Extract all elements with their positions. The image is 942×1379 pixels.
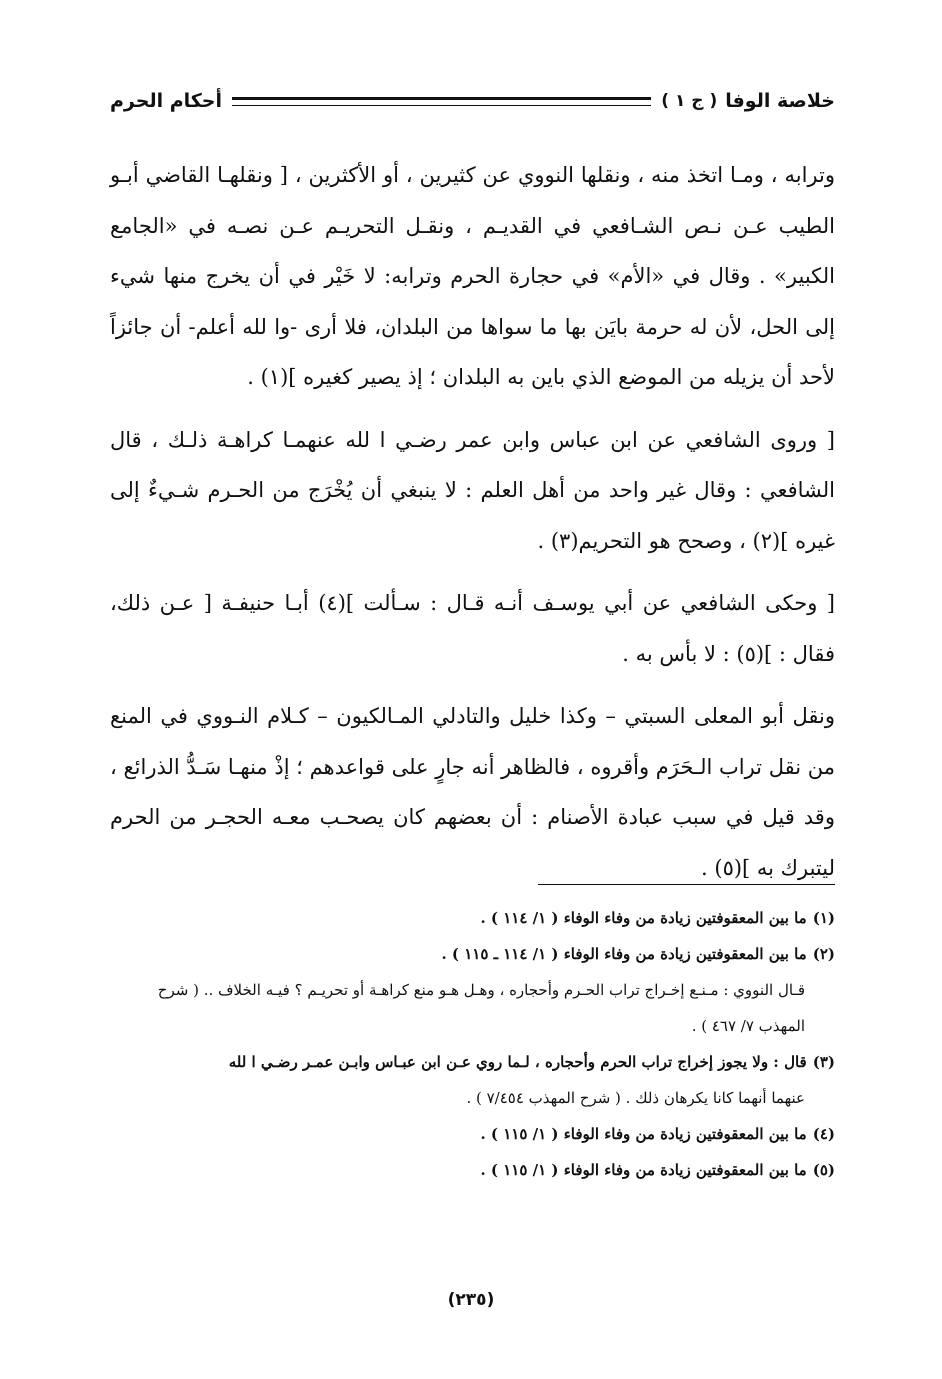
footnote-text: ما بين المعقوفتين زيادة من وفاء الوفاء ( ١/ ١١٥ ) .	[480, 1161, 807, 1179]
footnote-text: ما بين المعقوفتين زيادة من وفاء الوفاء ( ١/ ١١٤ ـ ١١٥ ) .	[441, 945, 807, 963]
footnote-2-continuation: قـال النووي : مـنـع إخـراج تراب الحـرم وأحجاره ، وهـل هـو منع كراهـة أو تحريـم ؟ فيـه الخلاف .. ( شرح المهذب ٧/ ٤٦٧ ) .	[157, 981, 805, 1035]
paragraph-2: [ وروى الشافعي عن ابن عباس وابن عمر رضـي ا لله عنهمـا كراهـة ذلـك ، قال الشافعي : وقال غير واحد من أهل العلم : لا ينبغي أن يُخْرَج من الحـرم شـيءٌ إلى غيره ](٢) ، وصحح هو التحريم(٣) .	[110, 427, 835, 553]
footnote-5	[110, 1152, 835, 1188]
footnote-number: (٣)	[812, 1053, 835, 1071]
footnote-separator	[538, 884, 835, 885]
footnote-1	[110, 900, 835, 936]
footnote-text: ما بين المعقوفتين زيادة من وفاء الوفاء ( ١/ ١١٤ ) .	[480, 909, 807, 927]
footnote-number: (١)	[812, 909, 835, 927]
paragraph-4: ونقل أبو المعلى السبتي – وكذا خليل والتادلي المـالكيون – كـلام النـووي في المنع من نقل تراب الـحَرَم وأقروه ، فالظاهر أنه جارٍ على قواعدهم ؛ إذْ منهـا سَـدُّ الذرائع ، وقد قيل في سبب عبادة الأصنام : أن بعضهم كان يصحـب معـه الحجـر من الحرم ليتبرك به ](٥) .	[110, 704, 835, 880]
footnote-number: (٢)	[812, 945, 835, 963]
page-number: (٢٣٥)	[447, 1290, 495, 1310]
header-volume: ( ج ١ )	[661, 91, 718, 111]
header-rule	[232, 97, 651, 106]
footnote-text: قال : ولا يجوز إخراج تراب الحرم وأحجاره ، لـما روي عـن ابن عبـاس وابـن عمـر رضـي ا لله	[228, 1053, 807, 1071]
footnote-3-continuation: عنهما أنهما كانا يكرهان ذلك . ( شرح المهذب ٧/٤٥٤ ) .	[466, 1089, 805, 1107]
footnote-text: ما بين المعقوفتين زيادة من وفاء الوفاء ( ١/ ١١٥ ) .	[480, 1125, 807, 1143]
header-chapter-title: أحكام الحرم	[110, 90, 223, 112]
footnotes	[110, 900, 835, 1188]
footnote-3	[110, 1044, 835, 1080]
running-header	[110, 84, 835, 118]
paragraph-1: وترابه ، ومـا اتخذ منه ، ونقلها النووي عن كثيرين ، أو الأكثرين ، [ ونقلهـا القاضي أبـو الطيب عـن نـص الشـافعي في القديـم ، ونقـل التحريـم عـن نصـه في «الجامع الكبير» . وقال في «الأم» في حجارة الحرم وترابه: لا خَيْر في أن يخرج منها شيء إلى الحل، لأن له حرمة بايَن بها ما سواها من البلدان، فلا أرى -وا لله أعلم- أن جائزاً لأحد أن يزيله من الموضع الذي باين به البلدان ؛ إذ يصير كغيره ](١) .	[110, 163, 835, 389]
footnote-number: (٤)	[812, 1125, 835, 1143]
footnote-number: (٥)	[812, 1161, 835, 1179]
paragraph-3: [ وحكى الشافعي عن أبي يوسـف أنـه قـال : سـألت ](٤) أبـا حنيفـة [ عـن ذلك، فقال : ](٥) : لا بأس به .	[110, 591, 835, 666]
footnote-4	[110, 1116, 835, 1152]
main-text	[110, 150, 835, 905]
header-book-title: خلاصة الوفا	[725, 90, 835, 112]
header-book-title-group	[661, 90, 835, 112]
footnote-2	[110, 936, 835, 972]
